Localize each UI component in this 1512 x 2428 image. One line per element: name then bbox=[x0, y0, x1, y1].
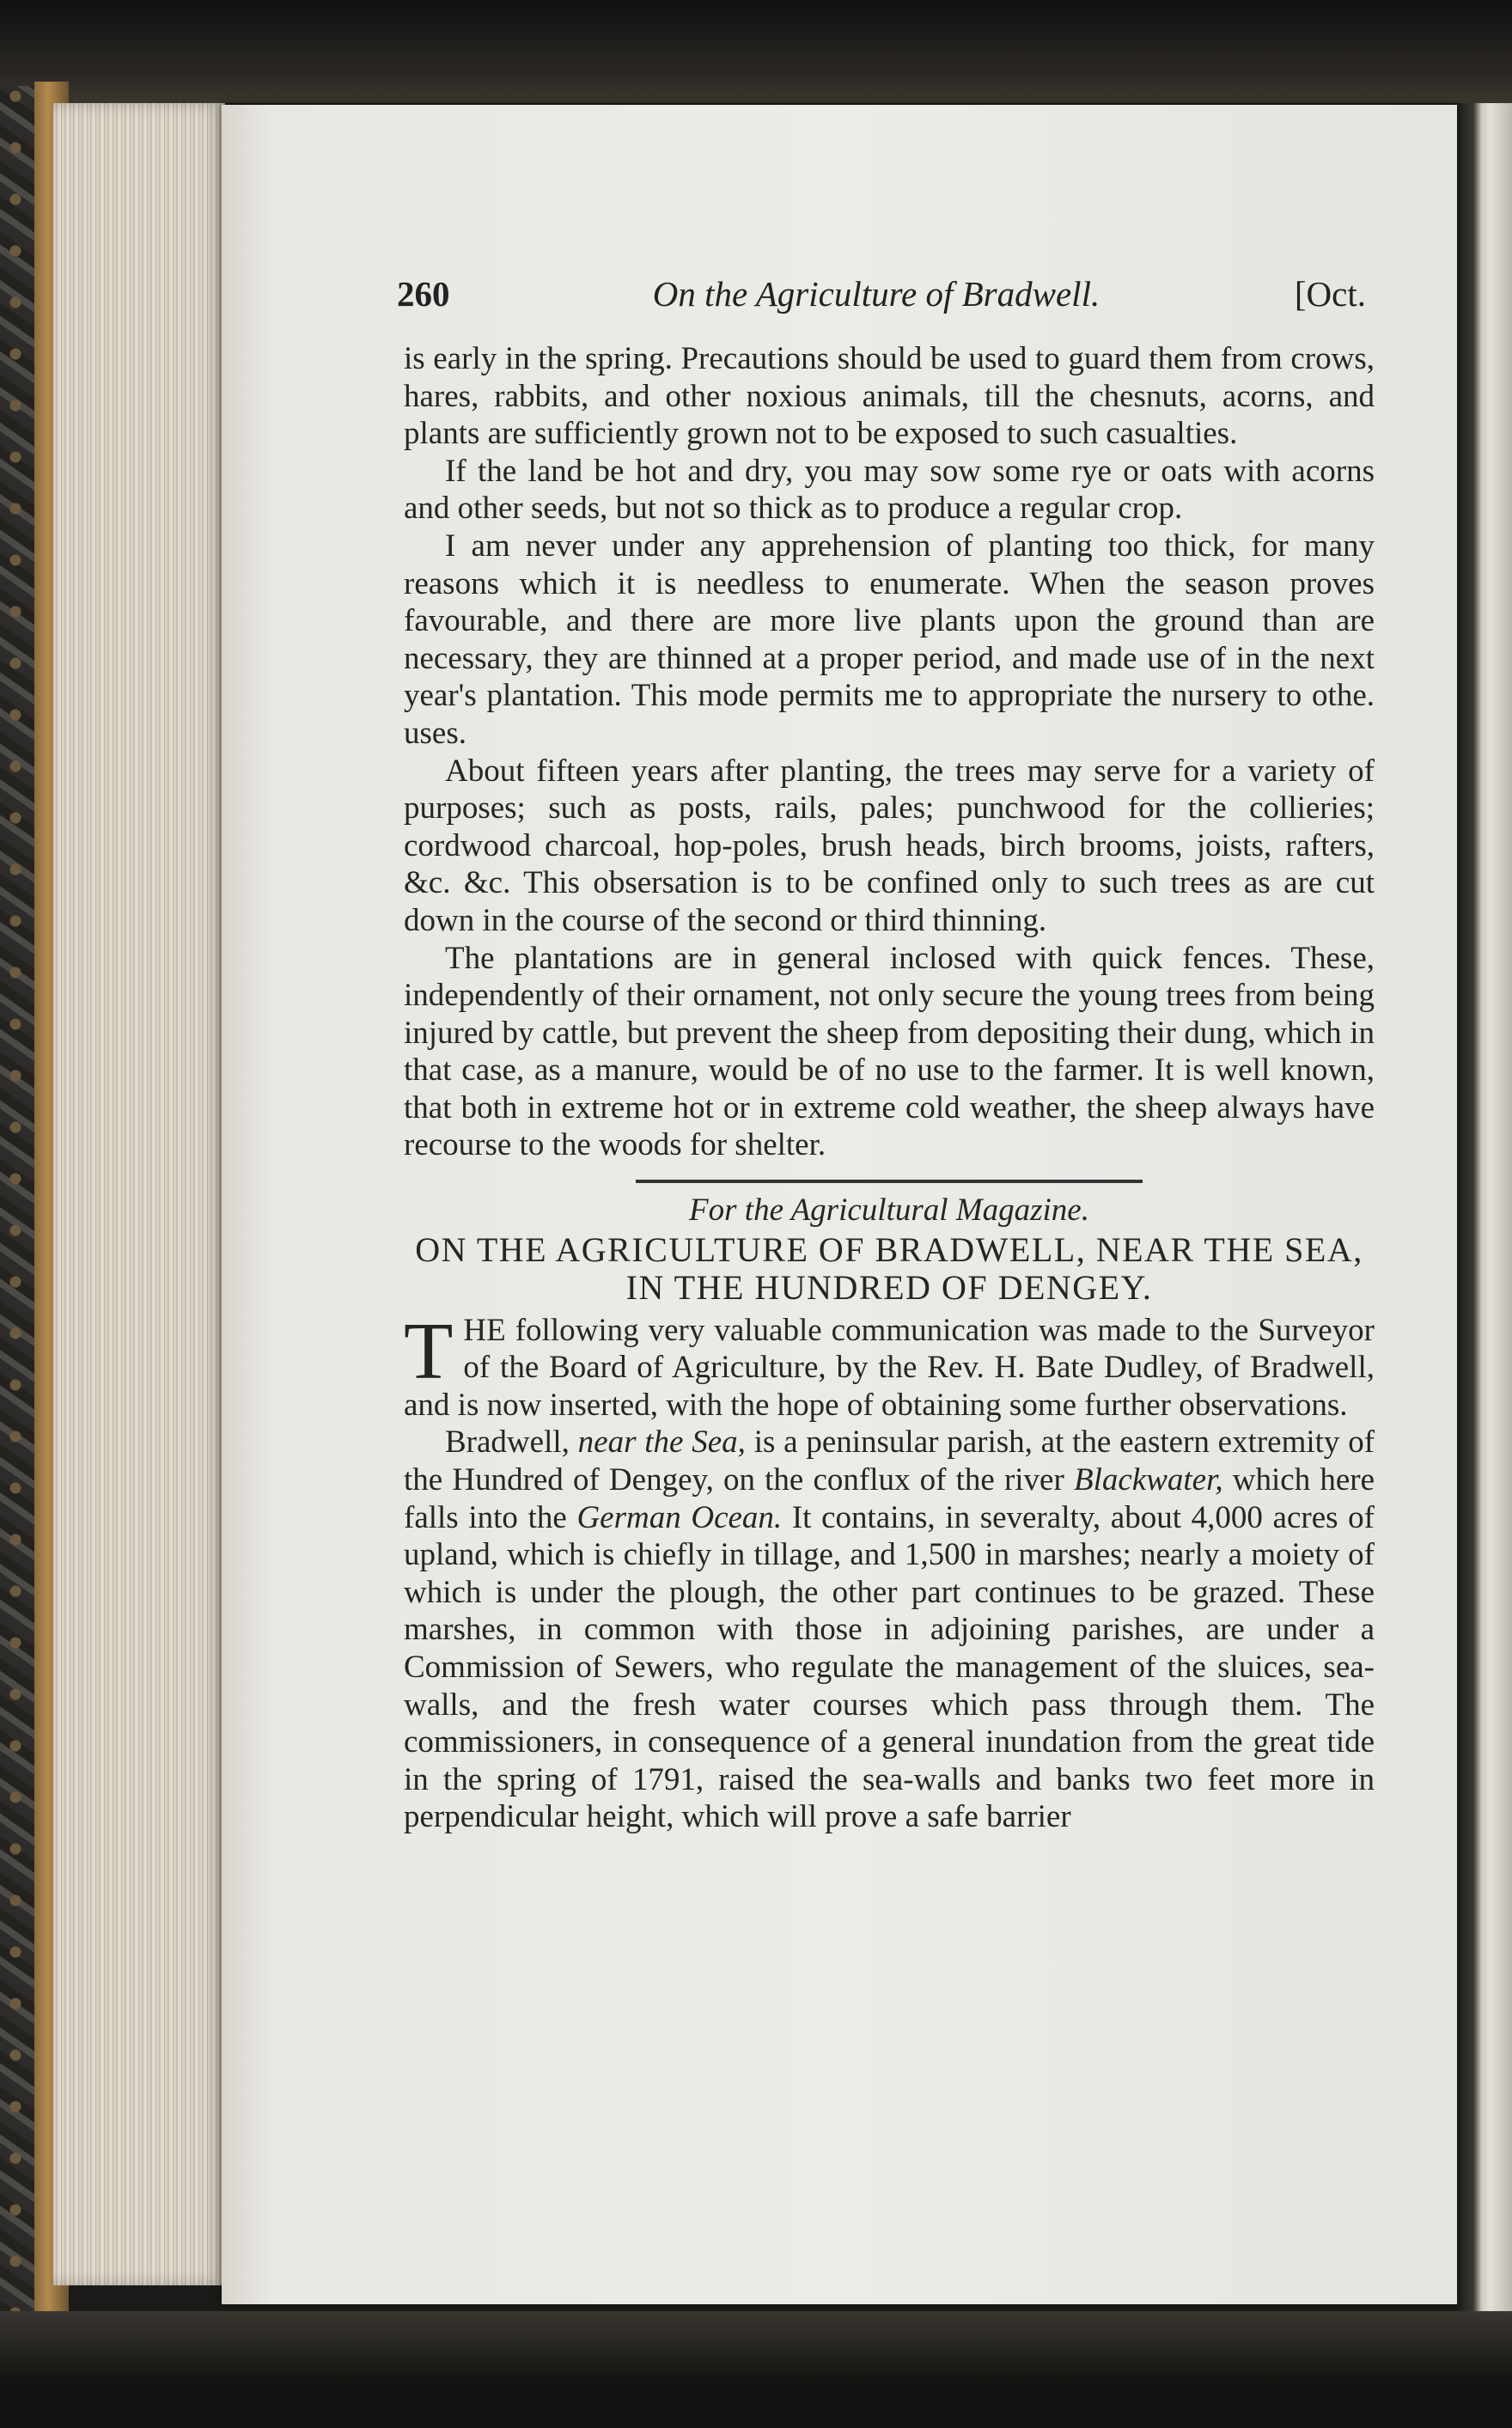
article-paragraph-1-text: HE following very valuable communication was made to the Surveyor of the Board of Agriculture, by the Rev. H. Bate Dudley, of Bradwell, and is now inserted, with the hope of obtaining some further observations. bbox=[404, 1312, 1375, 1423]
paragraph-1: is early in the spring. Precautions should be used to guard them from crows, hares, rabbits, and other noxious animals, till the chesnuts, acorns, and plants are sufficiently grown not to be exposed to such casualties. bbox=[404, 341, 1375, 452]
article-paragraph-2 bbox=[404, 1424, 1375, 1836]
article-title: ON THE AGRICULTURE OF BRADWELL, NEAR THE SEA, IN THE HUNDRED OF DENGEY. bbox=[415, 1229, 1363, 1307]
text-run: is a peninsular parish, at the eastern extremity of the Hundred of Dengey, on the conflux of the river bbox=[404, 1424, 1375, 1498]
paragraph-4: About fifteen years after planting, the trees may serve for a variety of purposes; such as posts, rails, pales; punchwood for the collieries; cordwood charcoal, hop-poles, brush heads, birch brooms, joists, rafters, &c. &c. This obsersation is to be confined only to such trees as are cut down in the course of the second or third thinning. bbox=[404, 753, 1375, 938]
article-source: For the Agricultural Magazine. bbox=[689, 1193, 1089, 1229]
italic-run: Blackwater, bbox=[1073, 1462, 1223, 1498]
text-run: which here falls into the bbox=[404, 1462, 1375, 1535]
paragraph-5: The plantations are in general inclosed with quick fences. These, independently of their ornament, not only secure the young trees from being injured by cattle, but prevent the sheep from depositing their dung, which in that case, as a manure, would be of no use to the farmer. It is well known, that both in extreme hot or in extreme cold weather, the sheep always have recourse to the woods for shelter. bbox=[404, 940, 1375, 1163]
background-top bbox=[0, 0, 1512, 103]
italic-run: German Ocean. bbox=[576, 1499, 783, 1535]
text-run: It contains, in severalty, about 4,000 acres of upland, which is chiefly in tillage, and 1,500 in marshes; nearly a moiety of which is under the plough, the other part continues to be grazed. These marshes, in common with those in adjoining parishes, are under a Commission of Sewers, who regulate the management of the sluices, sea-walls, and the fresh water courses which pass through them. The commissioners, in consequence of a general inundation from the great tide in the spring of 1791, raised the sea-walls and banks two feet more in perpendicular height, which will prove a safe barrier bbox=[404, 1499, 1375, 1835]
page-text bbox=[404, 340, 1375, 1836]
running-head bbox=[387, 273, 1366, 325]
page-number: 260 bbox=[397, 274, 450, 314]
paragraph-2: If the land be hot and dry, you may sow some rye or oats with acorns and other seeds, but not so thick as to produce a regular crop. bbox=[404, 453, 1375, 527]
running-title: On the Agriculture of Bradwell. bbox=[652, 274, 1100, 314]
drop-cap: T bbox=[404, 1306, 454, 1396]
paragraph-3: I am never under any apprehension of planting too thick, for many reasons which it is needless to enumerate. When the season proves favourable, and there are more live plants upon the ground than are necessary, they are thinned at a proper period, and made use of in the next year's plantation. This mode permits me to appropriate the nursery to othe. uses. bbox=[404, 528, 1375, 751]
facing-page-edge bbox=[1457, 103, 1512, 2337]
page-edges bbox=[53, 103, 225, 2285]
section-divider bbox=[636, 1180, 1143, 1183]
text-run: Bradwell, bbox=[445, 1424, 570, 1461]
article-paragraph-1 bbox=[404, 1306, 1375, 1424]
italic-run: near the Sea, bbox=[577, 1424, 746, 1461]
running-month: [Oct. bbox=[1294, 274, 1366, 314]
background-bottom bbox=[0, 2311, 1512, 2428]
